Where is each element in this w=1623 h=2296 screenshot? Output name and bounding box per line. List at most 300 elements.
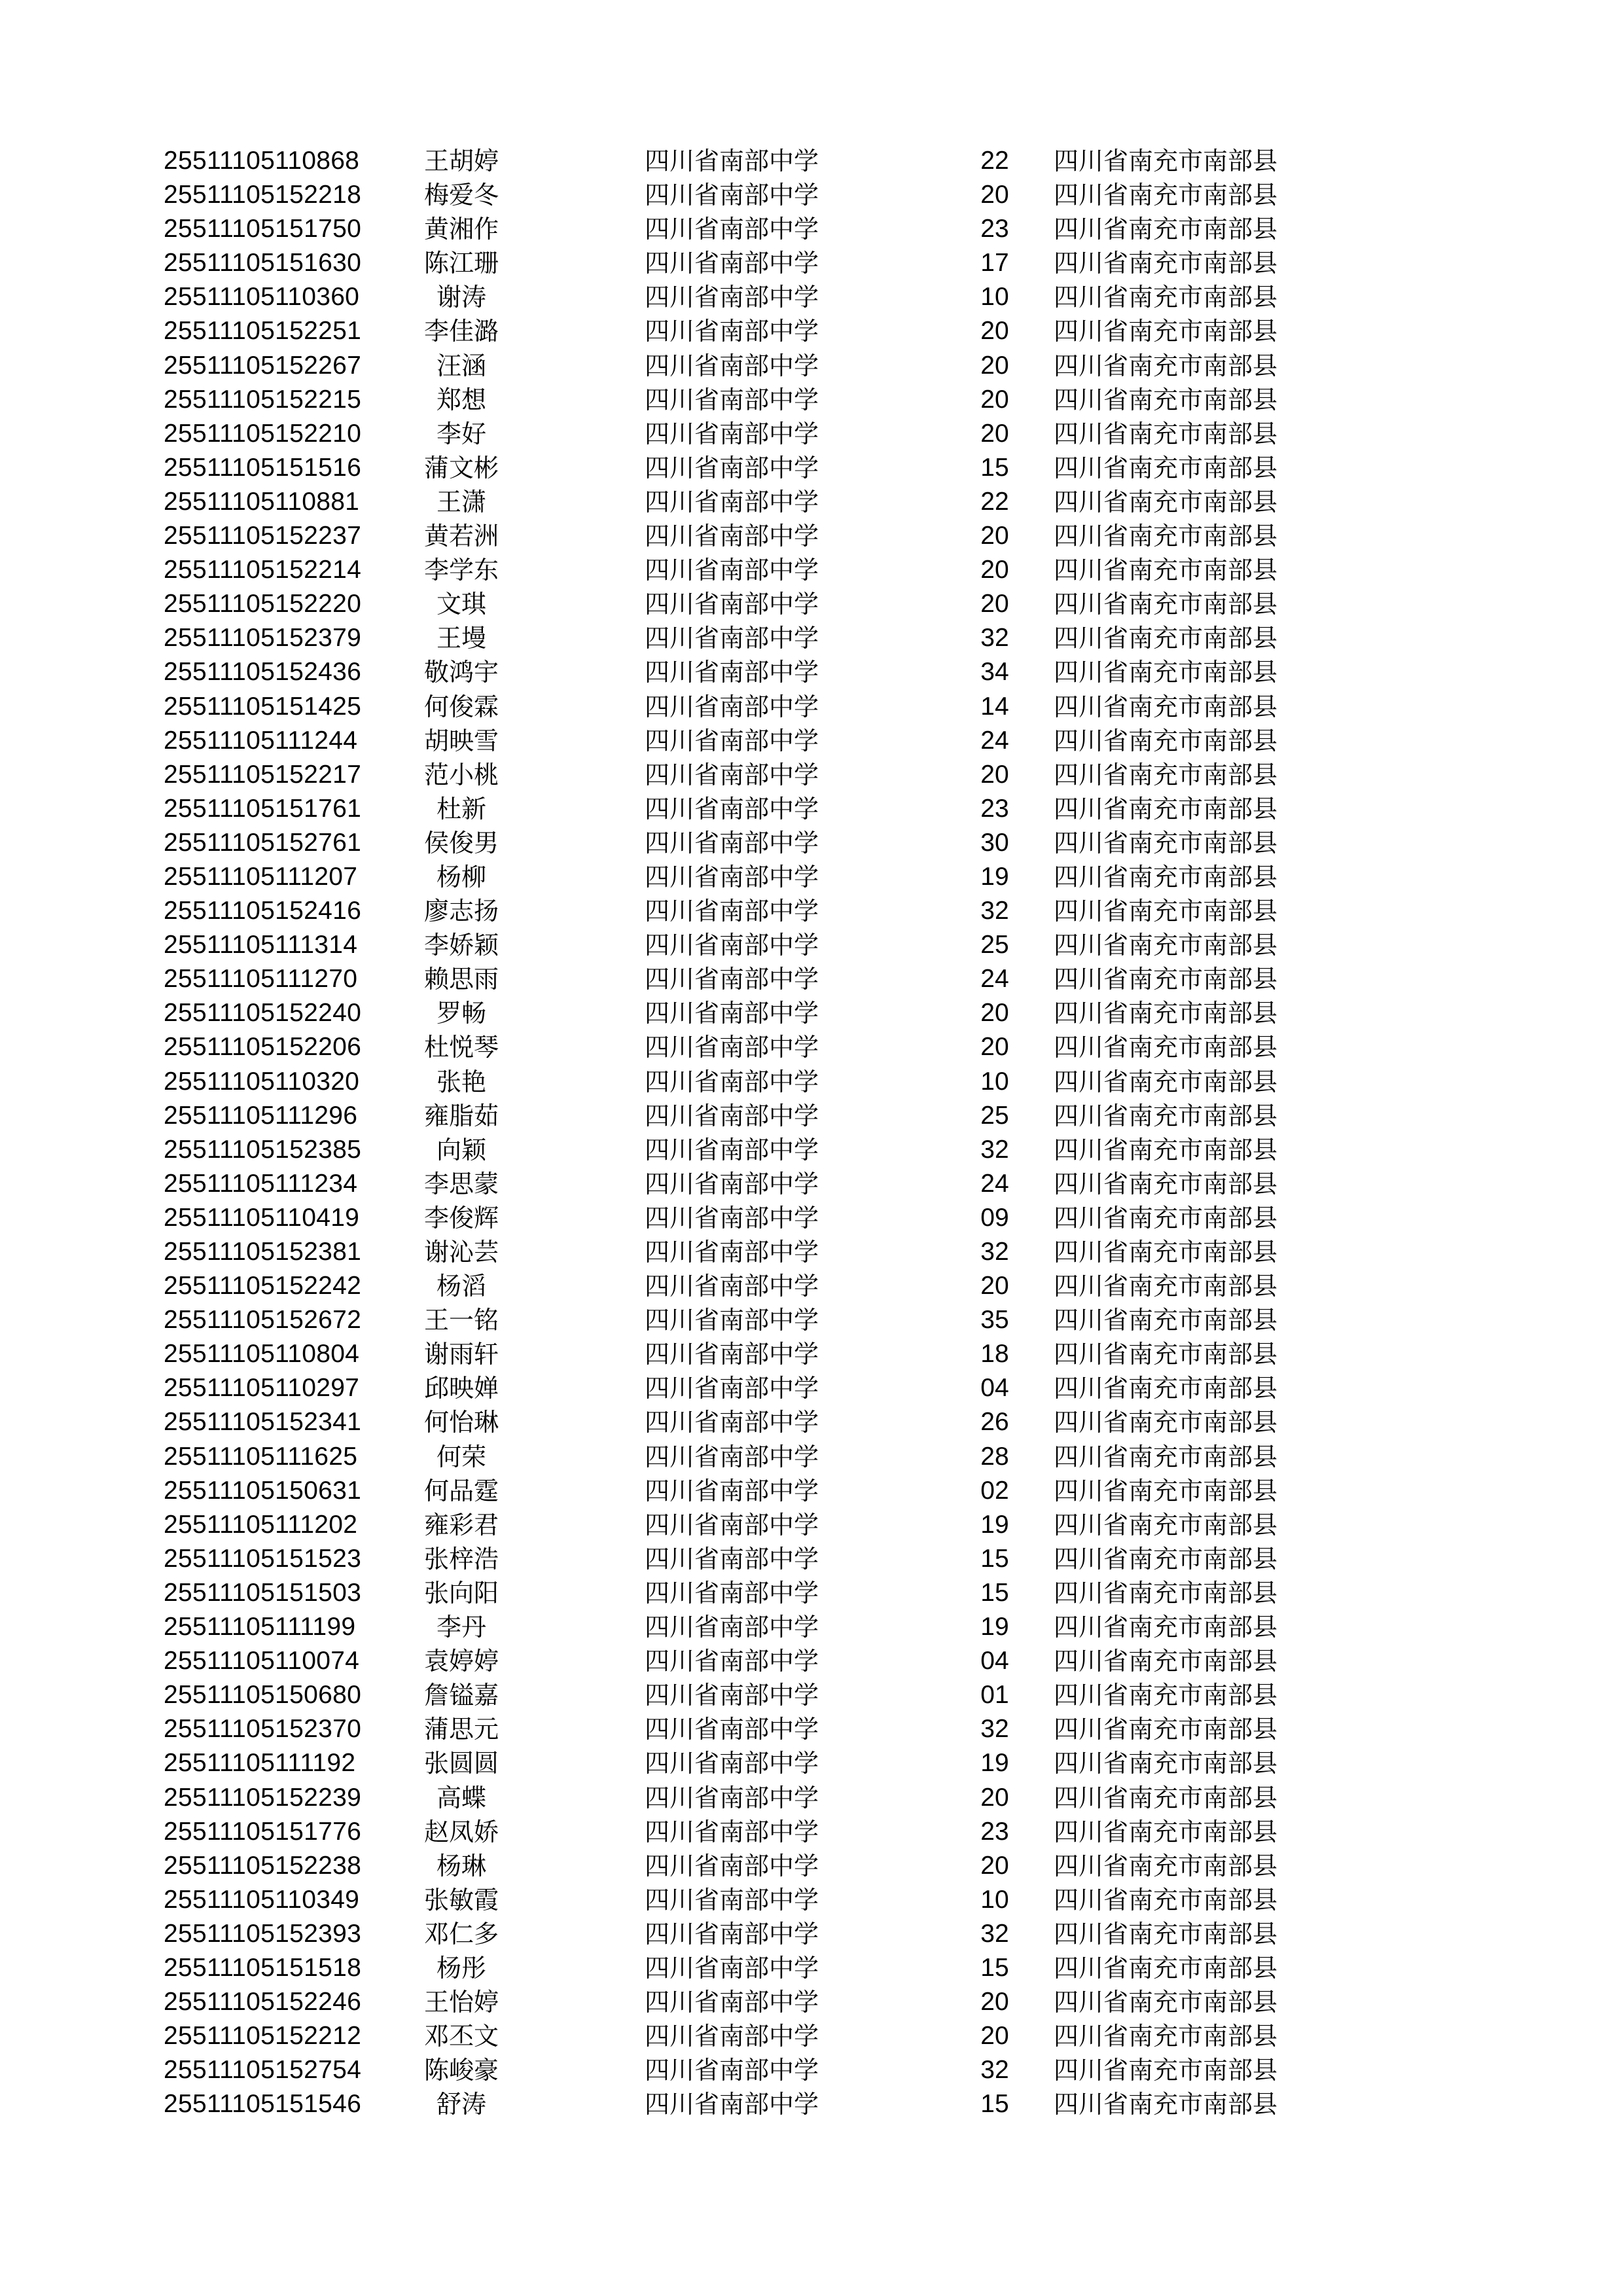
candidate-id: 25511105152385 [164, 1135, 362, 1164]
school-name: 四川省南部中学 [645, 1067, 819, 1096]
class-number: 24 [980, 726, 1009, 755]
class-number: 20 [980, 1272, 1009, 1300]
class-number: 22 [980, 487, 1009, 516]
school-name: 四川省南部中学 [645, 1203, 819, 1232]
class-number: 20 [980, 385, 1009, 414]
school-name: 四川省南部中学 [645, 658, 819, 687]
region-name: 四川省南充市南部县 [1054, 1272, 1278, 1301]
candidate-name: 杨柳 [436, 862, 486, 891]
school-name: 四川省南部中学 [645, 1919, 819, 1948]
candidate-name: 杨彤 [436, 1953, 486, 1982]
list-item [0, 1508, 1623, 1542]
candidate-name: 邓丕文 [423, 2022, 499, 2051]
region-name: 四川省南充市南部县 [1054, 1169, 1278, 1198]
class-number: 20 [980, 2022, 1009, 2051]
list-item [0, 1235, 1623, 1269]
candidate-id: 25511105110804 [164, 1340, 360, 1369]
school-name: 四川省南部中学 [645, 556, 819, 585]
list-item [0, 1371, 1623, 1405]
region-name: 四川省南充市南部县 [1054, 249, 1278, 278]
school-name: 四川省南部中学 [645, 1953, 819, 1982]
candidate-id: 25511105110360 [164, 283, 360, 312]
school-name: 四川省南部中学 [645, 590, 819, 619]
region-name: 四川省南充市南部县 [1054, 2022, 1278, 2051]
candidate-name: 陈江珊 [423, 249, 499, 278]
candidate-name: 张敏霞 [423, 1885, 499, 1914]
candidate-id: 25511105151518 [164, 1953, 362, 1982]
school-name: 四川省南部中学 [645, 1578, 819, 1607]
candidate-name: 詹镒嘉 [423, 1681, 499, 1710]
list-item [0, 1610, 1623, 1644]
list-item [0, 894, 1623, 928]
school-name: 四川省南部中学 [645, 317, 819, 346]
candidate-name: 李好 [436, 419, 486, 448]
region-name: 四川省南充市南部县 [1054, 999, 1278, 1028]
candidate-name: 王潇 [436, 487, 486, 516]
candidate-name: 廖志扬 [423, 897, 499, 926]
region-name: 四川省南充市南部县 [1054, 1919, 1278, 1948]
candidate-id: 25511105152212 [164, 2022, 362, 2051]
class-number: 15 [980, 1544, 1009, 1573]
region-name: 四川省南充市南部县 [1054, 556, 1278, 585]
list-item [0, 758, 1623, 792]
region-name: 四川省南充市南部县 [1054, 317, 1278, 346]
school-name: 四川省南部中学 [645, 726, 819, 755]
candidate-name: 王怡婷 [423, 1988, 499, 2017]
region-name: 四川省南充市南部县 [1054, 897, 1278, 926]
candidate-name: 蒲思元 [423, 1715, 499, 1744]
region-name: 四川省南充市南部县 [1054, 453, 1278, 482]
list-item [0, 1815, 1623, 1849]
list-item [0, 1030, 1623, 1064]
school-name: 四川省南部中学 [645, 624, 819, 653]
list-item [0, 485, 1623, 519]
roster-list [0, 144, 1623, 2121]
list-item [0, 519, 1623, 553]
class-number: 23 [980, 1817, 1009, 1846]
school-name: 四川省南部中学 [645, 1238, 819, 1266]
candidate-id: 25511105152242 [164, 1272, 362, 1300]
list-item [0, 417, 1623, 451]
class-number: 20 [980, 556, 1009, 584]
candidate-name: 陈峻豪 [423, 2056, 499, 2085]
candidate-name: 范小桃 [423, 760, 499, 789]
list-item [0, 655, 1623, 689]
region-name: 四川省南充市南部县 [1054, 658, 1278, 687]
region-name: 四川省南充市南部县 [1054, 1033, 1278, 1062]
candidate-id: 25511105151776 [164, 1817, 362, 1846]
region-name: 四川省南充市南部县 [1054, 215, 1278, 244]
region-name: 四川省南充市南部县 [1054, 351, 1278, 380]
candidate-id: 25511105152251 [164, 317, 362, 346]
school-name: 四川省南部中学 [645, 522, 819, 551]
class-number: 10 [980, 283, 1009, 312]
candidate-name: 李丹 [436, 1613, 486, 1642]
class-number: 09 [980, 1203, 1009, 1232]
class-number: 19 [980, 1613, 1009, 1641]
candidate-name: 赵凤娇 [423, 1817, 499, 1846]
candidate-id: 25511105151425 [164, 692, 362, 721]
class-number: 28 [980, 1442, 1009, 1471]
region-name: 四川省南充市南部县 [1054, 1647, 1278, 1676]
candidate-name: 杜悦琴 [423, 1033, 499, 1062]
school-name: 四川省南部中学 [645, 1306, 819, 1335]
list-item [0, 1065, 1623, 1099]
region-name: 四川省南充市南部县 [1054, 1783, 1278, 1812]
school-name: 四川省南部中学 [645, 1101, 819, 1130]
candidate-id: 25511105152240 [164, 999, 362, 1028]
class-number: 32 [980, 1135, 1009, 1164]
list-item [0, 246, 1623, 280]
region-name: 四川省南充市南部县 [1054, 692, 1278, 721]
class-number: 20 [980, 1851, 1009, 1880]
list-item [0, 792, 1623, 826]
candidate-id: 25511105111270 [164, 965, 358, 994]
class-number: 20 [980, 999, 1009, 1028]
school-name: 四川省南部中学 [645, 351, 819, 380]
list-item [0, 690, 1623, 724]
class-number: 20 [980, 760, 1009, 789]
candidate-id: 25511105152218 [164, 181, 362, 209]
class-number: 25 [980, 931, 1009, 960]
region-name: 四川省南充市南部县 [1054, 1953, 1278, 1982]
candidate-id: 25511105150680 [164, 1681, 362, 1710]
list-item [0, 212, 1623, 246]
candidate-name: 何俊霖 [423, 692, 499, 721]
list-item [0, 1883, 1623, 1917]
candidate-name: 文琪 [436, 590, 486, 619]
school-name: 四川省南部中学 [645, 215, 819, 244]
school-name: 四川省南部中学 [645, 931, 819, 960]
candidate-id: 25511105152754 [164, 2056, 362, 2085]
candidate-id: 25511105152214 [164, 556, 362, 584]
candidate-name: 蒲文彬 [423, 453, 499, 482]
region-name: 四川省南充市南部县 [1054, 1988, 1278, 2017]
list-item [0, 2019, 1623, 2053]
list-item [0, 1576, 1623, 1610]
class-number: 04 [980, 1647, 1009, 1676]
class-number: 15 [980, 453, 1009, 482]
candidate-name: 王墁 [436, 624, 486, 653]
candidate-name: 邓仁多 [423, 1919, 499, 1948]
list-item [0, 1269, 1623, 1303]
candidate-name: 向颖 [436, 1135, 486, 1164]
candidate-name: 杨滔 [436, 1272, 486, 1301]
school-name: 四川省南部中学 [645, 862, 819, 891]
school-name: 四川省南部中学 [645, 828, 819, 857]
list-item [0, 144, 1623, 178]
class-number: 02 [980, 1476, 1009, 1505]
class-number: 35 [980, 1306, 1009, 1335]
region-name: 四川省南充市南部县 [1054, 181, 1278, 210]
candidate-id: 25511105152239 [164, 1783, 362, 1812]
school-name: 四川省南部中学 [645, 1374, 819, 1403]
candidate-id: 25511105111234 [164, 1169, 358, 1198]
school-name: 四川省南部中学 [645, 760, 819, 789]
candidate-id: 25511105152220 [164, 590, 362, 619]
candidate-name: 雍脂茹 [423, 1101, 499, 1130]
list-item [0, 962, 1623, 996]
class-number: 20 [980, 351, 1009, 380]
candidate-name: 王胡婷 [423, 147, 499, 175]
class-number: 17 [980, 249, 1009, 278]
list-item [0, 621, 1623, 655]
candidate-id: 25511105151546 [164, 2090, 362, 2119]
school-name: 四川省南部中学 [645, 453, 819, 482]
region-name: 四川省南充市南部县 [1054, 1749, 1278, 1778]
school-name: 四川省南部中学 [645, 1749, 819, 1778]
candidate-name: 梅爱冬 [423, 181, 499, 210]
candidate-name: 何荣 [436, 1442, 486, 1471]
list-item [0, 314, 1623, 348]
region-name: 四川省南充市南部县 [1054, 1885, 1278, 1914]
list-item [0, 996, 1623, 1030]
list-item [0, 280, 1623, 314]
region-name: 四川省南充市南部县 [1054, 283, 1278, 312]
candidate-id: 25511105152672 [164, 1306, 362, 1335]
candidate-id: 25511105152381 [164, 1238, 362, 1266]
class-number: 22 [980, 147, 1009, 175]
candidate-name: 李娇颖 [423, 931, 499, 960]
candidate-name: 侯俊男 [423, 828, 499, 857]
candidate-id: 25511105110868 [164, 147, 360, 175]
region-name: 四川省南充市南部县 [1054, 1101, 1278, 1130]
candidate-id: 25511105151523 [164, 1544, 362, 1573]
class-number: 20 [980, 1033, 1009, 1062]
school-name: 四川省南部中学 [645, 2090, 819, 2119]
region-name: 四川省南充市南部县 [1054, 1476, 1278, 1505]
list-item [0, 1644, 1623, 1678]
region-name: 四川省南充市南部县 [1054, 794, 1278, 823]
candidate-name: 郑想 [436, 385, 486, 414]
region-name: 四川省南充市南部县 [1054, 522, 1278, 551]
candidate-name: 汪涵 [436, 351, 486, 380]
school-name: 四川省南部中学 [645, 147, 819, 175]
region-name: 四川省南充市南部县 [1054, 760, 1278, 789]
region-name: 四川省南充市南部县 [1054, 862, 1278, 891]
school-name: 四川省南部中学 [645, 1544, 819, 1573]
candidate-name: 谢涛 [436, 283, 486, 312]
candidate-name: 邱映婵 [423, 1374, 499, 1403]
list-item [0, 2087, 1623, 2121]
candidate-name: 李学东 [423, 556, 499, 585]
candidate-id: 25511105110349 [164, 1885, 360, 1914]
region-name: 四川省南充市南部县 [1054, 1544, 1278, 1573]
region-name: 四川省南充市南部县 [1054, 931, 1278, 960]
school-name: 四川省南部中学 [645, 965, 819, 994]
school-name: 四川省南部中学 [645, 1613, 819, 1642]
region-name: 四川省南充市南部县 [1054, 1306, 1278, 1335]
school-name: 四川省南部中学 [645, 1510, 819, 1539]
list-item [0, 1951, 1623, 1985]
region-name: 四川省南充市南部县 [1054, 1442, 1278, 1471]
region-name: 四川省南充市南部县 [1054, 2056, 1278, 2085]
list-item [0, 1303, 1623, 1337]
region-name: 四川省南充市南部县 [1054, 726, 1278, 755]
school-name: 四川省南部中学 [645, 1681, 819, 1710]
list-item [0, 1405, 1623, 1439]
candidate-name: 赖思雨 [423, 965, 499, 994]
candidate-id: 25511105151630 [164, 249, 362, 278]
school-name: 四川省南部中学 [645, 1033, 819, 1062]
school-name: 四川省南部中学 [645, 1783, 819, 1812]
candidate-id: 25511105111192 [164, 1749, 356, 1778]
list-item [0, 1712, 1623, 1746]
school-name: 四川省南部中学 [645, 1272, 819, 1301]
candidate-name: 胡映雪 [423, 726, 499, 755]
class-number: 32 [980, 1919, 1009, 1948]
region-name: 四川省南充市南部县 [1054, 1374, 1278, 1403]
class-number: 32 [980, 624, 1009, 653]
list-item [0, 1337, 1623, 1371]
candidate-name: 杨琳 [436, 1851, 486, 1880]
school-name: 四川省南部中学 [645, 487, 819, 516]
region-name: 四川省南充市南部县 [1054, 1510, 1278, 1539]
list-item [0, 451, 1623, 485]
candidate-id: 25511105152267 [164, 351, 362, 380]
class-number: 23 [980, 794, 1009, 823]
school-name: 四川省南部中学 [645, 1988, 819, 2017]
candidate-id: 25511105151503 [164, 1578, 362, 1607]
school-name: 四川省南部中学 [645, 1817, 819, 1846]
school-name: 四川省南部中学 [645, 1135, 819, 1164]
list-item [0, 1440, 1623, 1474]
school-name: 四川省南部中学 [645, 1715, 819, 1744]
region-name: 四川省南充市南部县 [1054, 1135, 1278, 1164]
candidate-id: 25511105152210 [164, 419, 362, 448]
region-name: 四川省南充市南部县 [1054, 965, 1278, 994]
candidate-id: 25511105152416 [164, 897, 362, 925]
candidate-id: 25511105152341 [164, 1408, 362, 1437]
class-number: 19 [980, 1749, 1009, 1778]
candidate-name: 王一铭 [423, 1306, 499, 1335]
school-name: 四川省南部中学 [645, 1442, 819, 1471]
class-number: 14 [980, 692, 1009, 721]
candidate-name: 敬鸿宇 [423, 658, 499, 687]
list-item [0, 1474, 1623, 1508]
candidate-id: 25511105152436 [164, 658, 362, 687]
class-number: 20 [980, 419, 1009, 448]
region-name: 四川省南充市南部县 [1054, 624, 1278, 653]
list-item [0, 349, 1623, 383]
class-number: 20 [980, 590, 1009, 619]
candidate-id: 25511105111625 [164, 1442, 358, 1471]
candidate-id: 25511105110320 [164, 1067, 360, 1096]
list-item [0, 1201, 1623, 1235]
region-name: 四川省南充市南部县 [1054, 828, 1278, 857]
candidate-id: 25511105152761 [164, 828, 362, 857]
class-number: 26 [980, 1408, 1009, 1437]
region-name: 四川省南充市南部县 [1054, 1238, 1278, 1266]
candidate-id: 25511105111199 [164, 1613, 356, 1641]
list-item [0, 1678, 1623, 1712]
list-item [0, 178, 1623, 212]
candidate-name: 张艳 [436, 1067, 486, 1096]
candidate-id: 25511105150631 [164, 1476, 362, 1505]
candidate-id: 25511105111296 [164, 1101, 358, 1130]
list-item [0, 724, 1623, 758]
school-name: 四川省南部中学 [645, 419, 819, 448]
list-item [0, 553, 1623, 587]
region-name: 四川省南充市南部县 [1054, 385, 1278, 414]
region-name: 四川省南充市南部县 [1054, 1851, 1278, 1880]
school-name: 四川省南部中学 [645, 1647, 819, 1676]
candidate-id: 25511105111202 [164, 1510, 358, 1539]
candidate-name: 张圆圆 [423, 1749, 499, 1778]
list-item [0, 1917, 1623, 1951]
candidate-id: 25511105152215 [164, 385, 362, 414]
candidate-name: 李佳潞 [423, 317, 499, 346]
candidate-name: 张梓浩 [423, 1544, 499, 1573]
school-name: 四川省南部中学 [645, 385, 819, 414]
class-number: 32 [980, 897, 1009, 925]
list-item [0, 383, 1623, 417]
candidate-id: 25511105152237 [164, 522, 362, 550]
school-name: 四川省南部中学 [645, 999, 819, 1028]
class-number: 20 [980, 317, 1009, 346]
candidate-name: 袁婷婷 [423, 1647, 499, 1676]
class-number: 15 [980, 1953, 1009, 1982]
list-item [0, 2053, 1623, 2087]
class-number: 34 [980, 658, 1009, 687]
candidate-id: 25511105111207 [164, 862, 358, 891]
candidate-name: 李思蒙 [423, 1169, 499, 1198]
candidate-name: 黄湘作 [423, 215, 499, 244]
class-number: 15 [980, 1578, 1009, 1607]
list-item [0, 1746, 1623, 1780]
region-name: 四川省南充市南部县 [1054, 419, 1278, 448]
list-item [0, 928, 1623, 962]
candidate-name: 何怡琳 [423, 1408, 499, 1437]
list-item [0, 1781, 1623, 1815]
school-name: 四川省南部中学 [645, 1851, 819, 1880]
school-name: 四川省南部中学 [645, 1476, 819, 1505]
candidate-id: 25511105152246 [164, 1988, 362, 2017]
candidate-id: 25511105152393 [164, 1919, 362, 1948]
class-number: 32 [980, 1238, 1009, 1266]
school-name: 四川省南部中学 [645, 1340, 819, 1369]
list-item [0, 1542, 1623, 1576]
candidate-id: 25511105111314 [164, 931, 358, 960]
candidate-id: 25511105152370 [164, 1715, 362, 1744]
school-name: 四川省南部中学 [645, 897, 819, 926]
candidate-id: 25511105111244 [164, 726, 358, 755]
list-item [0, 1849, 1623, 1883]
class-number: 24 [980, 1169, 1009, 1198]
candidate-name: 罗畅 [436, 999, 486, 1028]
candidate-id: 25511105151516 [164, 453, 362, 482]
list-item [0, 1133, 1623, 1167]
class-number: 01 [980, 1681, 1009, 1710]
candidate-id: 25511105152217 [164, 760, 362, 789]
region-name: 四川省南充市南部县 [1054, 1340, 1278, 1369]
class-number: 20 [980, 1783, 1009, 1812]
class-number: 20 [980, 181, 1009, 209]
school-name: 四川省南部中学 [645, 1885, 819, 1914]
candidate-id: 25511105110074 [164, 1647, 360, 1676]
list-item [0, 587, 1623, 621]
school-name: 四川省南部中学 [645, 181, 819, 210]
region-name: 四川省南充市南部县 [1054, 147, 1278, 175]
candidate-name: 杜新 [436, 794, 486, 823]
class-number: 23 [980, 215, 1009, 243]
region-name: 四川省南充市南部县 [1054, 1715, 1278, 1744]
class-number: 19 [980, 1510, 1009, 1539]
candidate-id: 25511105152379 [164, 624, 362, 653]
region-name: 四川省南充市南部县 [1054, 1613, 1278, 1642]
class-number: 20 [980, 522, 1009, 550]
region-name: 四川省南充市南部县 [1054, 590, 1278, 619]
